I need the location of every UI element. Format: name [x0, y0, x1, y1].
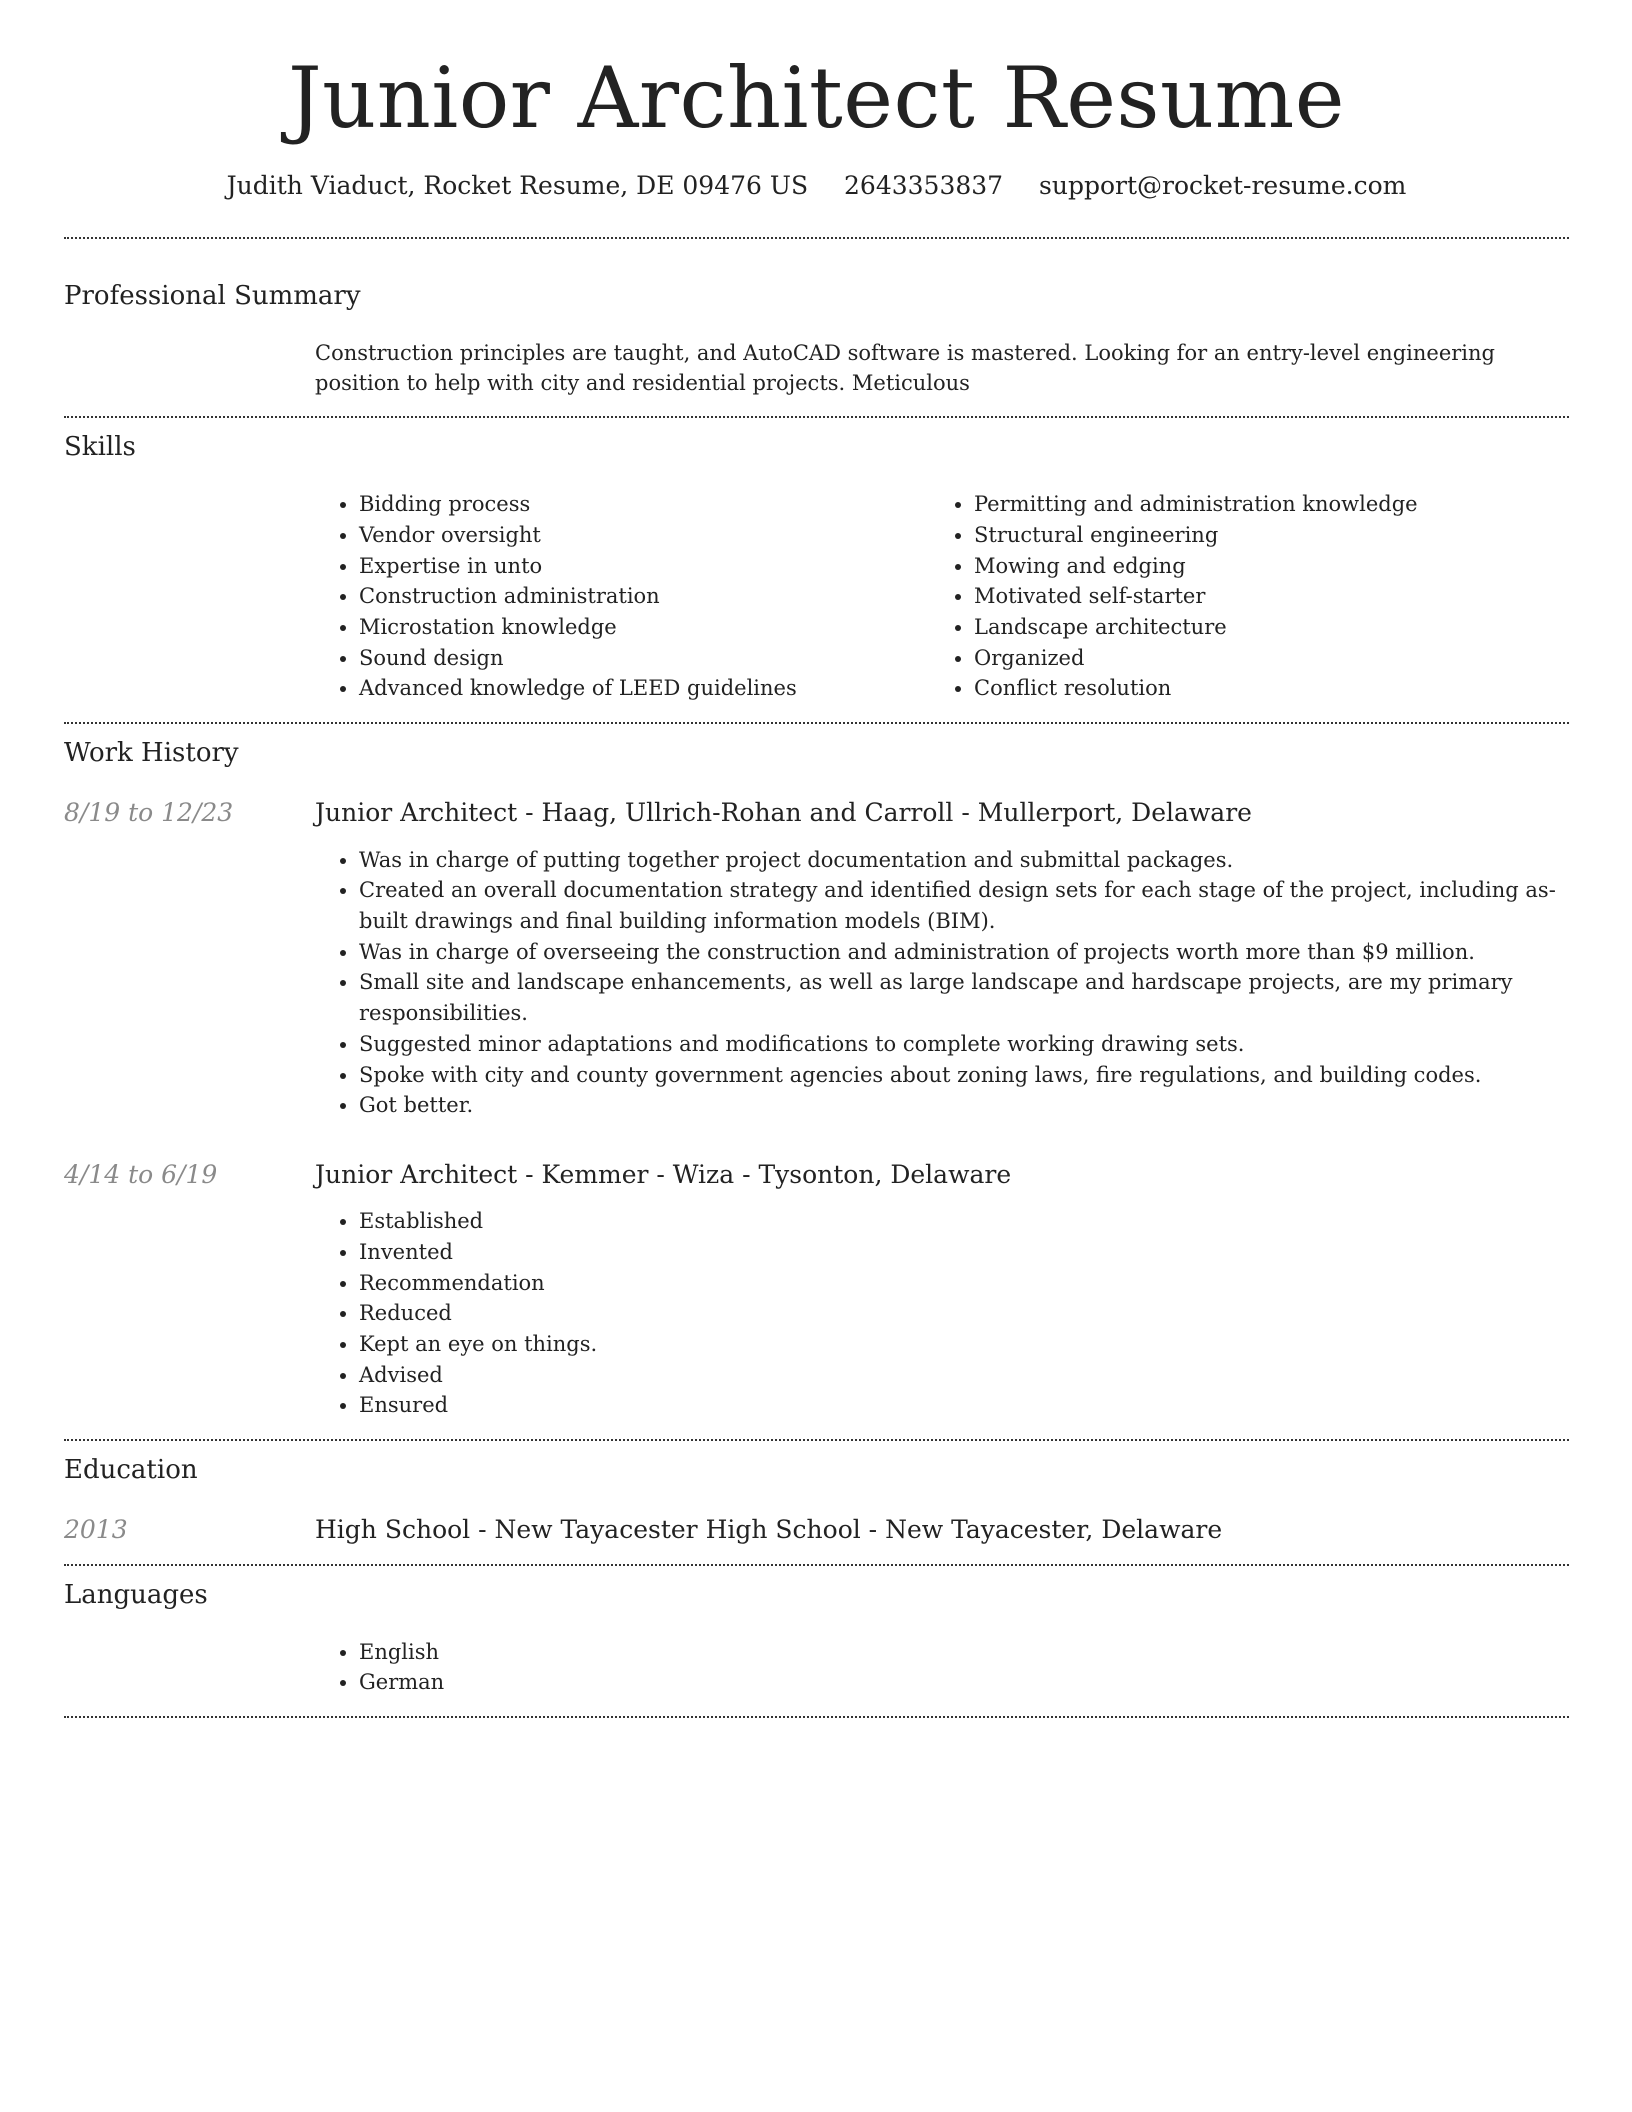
- job-duty: • Small site and landscape enhancements, as well as large landscape and hardscape projects, are my primary responsibilities.: [359, 967, 1569, 1028]
- skill-item: • Organized: [974, 643, 1545, 674]
- summary-heading: Professional Summary: [64, 280, 361, 311]
- skills-heading: Skills: [64, 432, 136, 463]
- education-title: High School - New Tayacester High School - New Tayacester, Delaware: [315, 1515, 1223, 1545]
- job-duty: • Got better.: [359, 1090, 1569, 1121]
- skill-item: • Expertise in unto: [359, 551, 930, 582]
- skill-item: • Mowing and edging: [974, 551, 1545, 582]
- skill-item: • Construction administration: [359, 581, 930, 612]
- divider: [64, 1716, 1569, 1718]
- languages-heading: Languages: [64, 1579, 208, 1610]
- divider: [64, 722, 1569, 724]
- contact-address: Judith Viaduct, Rocket Resume, DE 09476 US: [226, 171, 809, 201]
- job-duties: [315, 845, 1569, 1121]
- skill-item: • Motivated self-starter: [974, 581, 1545, 612]
- contact-email: support@rocket-resume.com: [1039, 171, 1407, 201]
- job-title: Junior Architect - Haag, Ullrich-Rohan and Carroll - Mullerport, Delaware: [315, 798, 1252, 828]
- skills-column-right: [930, 489, 1545, 704]
- job-duty: • Reduced: [359, 1298, 1569, 1329]
- language-item: • German: [359, 1667, 1569, 1698]
- job-duty: • Ensured: [359, 1390, 1569, 1421]
- job-body: [315, 1159, 1569, 1421]
- job-duty: • Was in charge of overseeing the construction and administration of projects worth more than $9 million.: [359, 937, 1569, 968]
- job-dates: 8/19 to 12/23: [64, 798, 234, 828]
- skill-item: • Sound design: [359, 643, 930, 674]
- divider: [64, 416, 1569, 418]
- job-body: [315, 797, 1569, 1121]
- summary-text: Construction principles are taught, and AutoCAD software is mastered. Looking for an entry-level engineering position to help with city and residential projects. Meticulous: [315, 341, 1495, 396]
- job-duty: • Created an overall documentation strategy and identified design sets for each stage of the project, including as-built drawings and final building information models (BIM).: [359, 875, 1569, 936]
- divider: [64, 237, 1569, 239]
- resume-title: Junior Architect Resume: [288, 49, 1345, 147]
- skill-item: • Bidding process: [359, 489, 930, 520]
- skill-item: • Advanced knowledge of LEED guidelines: [359, 673, 930, 704]
- skill-item: • Vendor oversight: [359, 520, 930, 551]
- job-duty: • Suggested minor adaptations and modifications to complete working drawing sets.: [359, 1029, 1569, 1060]
- contact-phone: 2643353837: [844, 171, 1004, 201]
- divider: [64, 1564, 1569, 1566]
- divider: [64, 1439, 1569, 1441]
- job-duty: • Established: [359, 1206, 1569, 1237]
- skill-item: • Conflict resolution: [974, 673, 1545, 704]
- job-duties: [315, 1206, 1569, 1421]
- job-title: Junior Architect - Kemmer - Wiza - Tysonton, Delaware: [315, 1159, 1012, 1189]
- job-duty: • Invented: [359, 1237, 1569, 1268]
- job-duty: • Kept an eye on things.: [359, 1329, 1569, 1360]
- education-year: 2013: [64, 1515, 128, 1545]
- job-dates: 4/14 to 6/19: [64, 1159, 218, 1189]
- skill-item: • Structural engineering: [974, 520, 1545, 551]
- resume-page: [64, 0, 1569, 1718]
- work-history-heading: Work History: [64, 738, 239, 769]
- job-duty: • Advised: [359, 1360, 1569, 1391]
- skill-item: • Permitting and administration knowledge: [974, 489, 1545, 520]
- skills-column-left: [315, 489, 930, 704]
- education-body: [315, 1514, 1569, 1545]
- skill-item: • Landscape architecture: [974, 612, 1545, 643]
- job-duty: • Was in charge of putting together project documentation and submittal packages.: [359, 845, 1569, 876]
- skill-item: • Microstation knowledge: [359, 612, 930, 643]
- contact-info: [64, 170, 1569, 203]
- job-duty: • Spoke with city and county government agencies about zoning laws, fire regulations, and building codes.: [359, 1060, 1569, 1091]
- education-entry: [64, 1514, 1569, 1563]
- language-item: • English: [359, 1637, 1569, 1668]
- languages-list: [315, 1637, 1569, 1716]
- skills-list: [315, 489, 1569, 722]
- education-heading: Education: [64, 1455, 198, 1486]
- job-duty: • Recommendation: [359, 1268, 1569, 1299]
- job-entry: [64, 797, 1569, 1121]
- job-entry: [64, 1159, 1569, 1439]
